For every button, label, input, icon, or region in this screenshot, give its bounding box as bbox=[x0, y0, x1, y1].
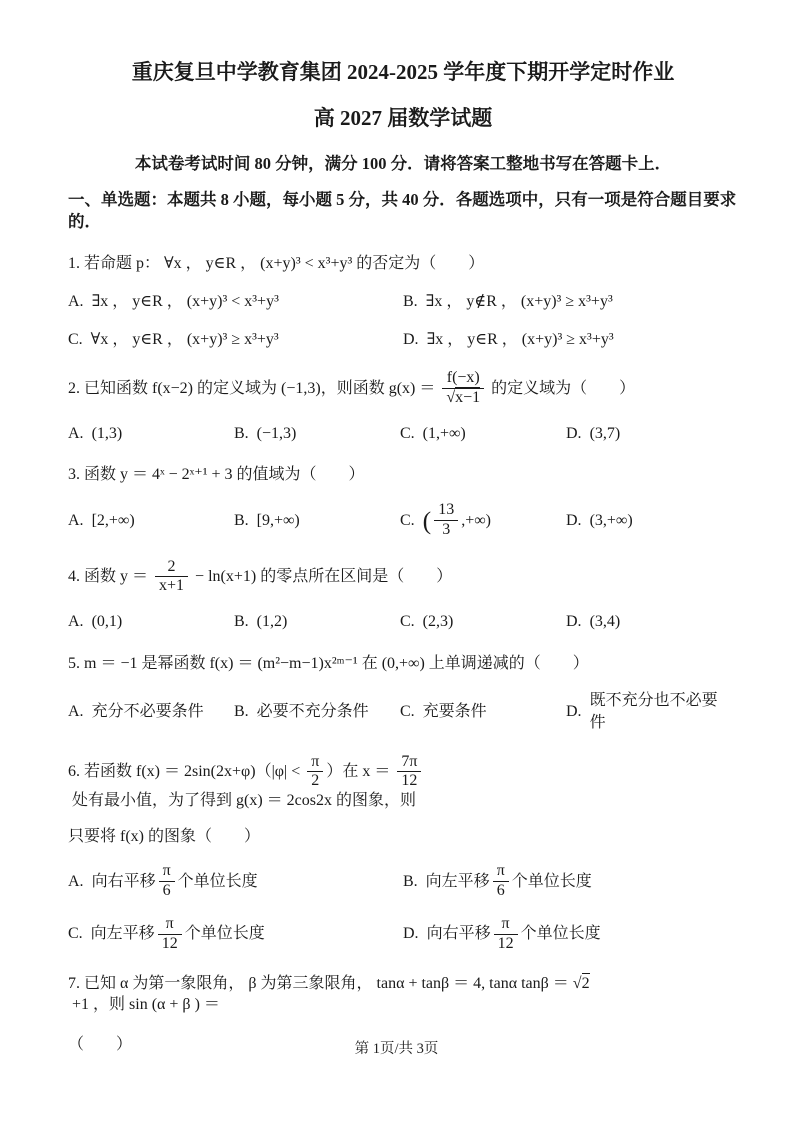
fraction-numerator: π bbox=[493, 863, 509, 882]
option-text: 向左平移 bbox=[90, 925, 155, 943]
question-6-stem-line2 bbox=[68, 826, 738, 848]
option-text: 充分不必要条件 bbox=[91, 703, 204, 721]
option-label: B. bbox=[234, 613, 249, 631]
fraction-numerator: π bbox=[159, 863, 175, 882]
question-1-stem: 1. 若命题 p： ∀x ， y∈R ， (x+y)³ < x³+y³ 的否定为（ ） bbox=[68, 255, 485, 273]
option-label: B. bbox=[234, 511, 249, 529]
option-text: (3,+∞) bbox=[589, 511, 633, 529]
fraction-denominator: 12 bbox=[401, 772, 418, 790]
fraction-denominator bbox=[442, 389, 484, 407]
option-label: C. bbox=[400, 424, 415, 442]
option-text: 向右平移 bbox=[426, 925, 491, 943]
option-text: [9,+∞) bbox=[256, 511, 300, 529]
question-6-option-c bbox=[68, 916, 403, 953]
question-5-option-c bbox=[400, 701, 566, 723]
option-text: [2,+∞) bbox=[91, 511, 135, 529]
option-text: ∃x ， y∈R ， (x+y)³ < x³+y³ bbox=[91, 293, 279, 311]
option-text: (−1,3) bbox=[256, 424, 297, 442]
option-label: A. bbox=[68, 511, 84, 529]
question-3-options bbox=[68, 502, 738, 539]
question-6-options-row-ab bbox=[68, 863, 738, 900]
fraction-denominator: 6 bbox=[162, 882, 171, 900]
question-3 bbox=[68, 464, 738, 538]
question-3-option-b bbox=[234, 510, 400, 532]
option-text: (1,2) bbox=[256, 613, 288, 631]
option-label: C. bbox=[400, 511, 415, 529]
stem-text: +1 ，则 sin (α + β ) ＝ bbox=[68, 996, 220, 1014]
question-2 bbox=[68, 370, 738, 444]
option-text: (0,1) bbox=[91, 613, 123, 631]
question-6-stem-line1 bbox=[68, 754, 738, 812]
page-title-line2: 高 2027 届数学试题 bbox=[313, 106, 493, 131]
option-label: D. bbox=[566, 703, 582, 721]
fraction-denominator: 3 bbox=[442, 520, 451, 538]
fraction-numerator: π bbox=[158, 916, 182, 935]
fraction bbox=[397, 754, 421, 791]
option-label: D. bbox=[566, 613, 582, 631]
open-paren: ( bbox=[422, 505, 432, 535]
question-4-stem bbox=[68, 559, 738, 596]
question-5 bbox=[68, 653, 738, 734]
fraction bbox=[155, 559, 188, 596]
fraction-denominator: 6 bbox=[496, 882, 505, 900]
question-4-option-c bbox=[400, 611, 566, 633]
option-label: B. bbox=[403, 872, 418, 890]
question-2-option-b bbox=[234, 423, 400, 445]
fraction-numerator: f(−x) bbox=[442, 370, 484, 389]
option-label: D. bbox=[566, 511, 582, 529]
question-4 bbox=[68, 559, 738, 633]
fraction-denominator: 2 bbox=[311, 772, 320, 790]
option-text: 充要条件 bbox=[422, 703, 487, 721]
option-text: (3,7) bbox=[589, 424, 621, 442]
option-label: B. bbox=[234, 424, 249, 442]
question-4-options bbox=[68, 611, 738, 633]
exam-instructions: 本试卷考试时间 80 分钟，满分 100 分．请将答案工整地书写在答题卡上． bbox=[134, 153, 672, 173]
page-number-footer: 第 1页/共 3页 bbox=[354, 1041, 439, 1058]
fraction bbox=[158, 916, 182, 953]
sqrt-radicand: x−1 bbox=[455, 389, 481, 407]
fraction bbox=[307, 754, 323, 791]
sqrt-radical: √2 bbox=[572, 974, 590, 992]
question-5-option-d bbox=[566, 690, 732, 733]
option-text: 个单位长度 bbox=[184, 925, 265, 943]
option-text: ∀x ， y∈R ， (x+y)³ ≥ x³+y³ bbox=[90, 330, 279, 348]
fraction bbox=[434, 502, 458, 539]
question-5-option-a bbox=[68, 701, 234, 723]
question-2-stem bbox=[68, 370, 738, 407]
option-label: C. bbox=[400, 613, 415, 631]
sqrt-radicand: 2 bbox=[581, 974, 590, 992]
fraction-numerator: 13 bbox=[434, 502, 458, 521]
question-1-option-d bbox=[403, 329, 738, 351]
option-label: B. bbox=[234, 703, 249, 721]
option-text: 既不充分也不必要件 bbox=[589, 692, 718, 732]
question-4-option-a bbox=[68, 611, 234, 633]
question-5-option-b bbox=[234, 701, 400, 723]
option-label: A. bbox=[68, 703, 84, 721]
page-title-line1: 重庆复旦中学教育集团 2024-2025 学年度下期开学定时作业 bbox=[131, 60, 675, 84]
question-1-options-row-cd bbox=[68, 329, 738, 351]
option-label: C. bbox=[68, 925, 83, 943]
option-text: ,+∞) bbox=[461, 511, 491, 529]
question-3-option-d bbox=[566, 510, 732, 532]
fraction bbox=[493, 863, 509, 900]
option-text: 个单位长度 bbox=[177, 872, 258, 890]
question-3-stem: 3. 函数 y ＝ 4ˣ − 2ˣ⁺¹ + 3 的值域为（ ） bbox=[68, 466, 365, 484]
question-2-option-c bbox=[400, 423, 566, 445]
question-1-option-a bbox=[68, 291, 403, 313]
sqrt-radical: √x−1 bbox=[446, 389, 481, 407]
stem-text: 7. 已知 α 为第一象限角， β 为第三象限角， tanα + tanβ ＝ 4, tanα tanβ ＝ bbox=[68, 974, 573, 992]
question-3-option-a bbox=[68, 510, 234, 532]
answer-blank: （ ） bbox=[68, 1035, 133, 1053]
option-label: D. bbox=[566, 424, 582, 442]
stem-text: ）在 x ＝ bbox=[326, 763, 395, 781]
option-label: D. bbox=[403, 330, 419, 348]
option-text: 向右平移 bbox=[91, 872, 156, 890]
stem-text: 6. 若函数 f(x) ＝ 2sin(2x+φ)（|φ| < bbox=[68, 763, 305, 781]
option-text: ∃x ， y∉R ， (x+y)³ ≥ x³+y³ bbox=[425, 293, 613, 311]
question-1 bbox=[68, 253, 738, 350]
option-label: A. bbox=[68, 872, 84, 890]
fraction-numerator: π bbox=[494, 916, 518, 935]
option-text: 必要不充分条件 bbox=[256, 703, 369, 721]
fraction-numerator: π bbox=[307, 754, 323, 773]
question-5-options bbox=[68, 690, 738, 733]
stem-text: 只要将 f(x) 的图象（ ） bbox=[68, 827, 260, 845]
option-label: A. bbox=[68, 424, 84, 442]
question-4-option-b bbox=[234, 611, 400, 633]
option-text: (1,+∞) bbox=[422, 424, 466, 442]
option-text: 个单位长度 bbox=[520, 925, 601, 943]
fraction-denominator: x+1 bbox=[159, 577, 185, 595]
fraction-denominator: 12 bbox=[497, 934, 514, 952]
option-label: D. bbox=[403, 925, 419, 943]
option-label: A. bbox=[68, 293, 84, 311]
question-1-option-b bbox=[403, 291, 738, 313]
fraction bbox=[159, 863, 175, 900]
question-5-stem: 5. m ＝ −1 是幂函数 f(x) ＝ (m²−m−1)x²ᵐ⁻¹ 在 (0,+∞) 上单调递减的（ ） bbox=[68, 654, 589, 672]
question-1-options-row-ab bbox=[68, 291, 738, 313]
question-6-option-b bbox=[403, 863, 738, 900]
question-2-option-a bbox=[68, 423, 234, 445]
fraction bbox=[442, 370, 484, 407]
option-text: 个单位长度 bbox=[511, 872, 592, 890]
option-text: (1,3) bbox=[91, 424, 123, 442]
question-2-option-d bbox=[566, 423, 732, 445]
question-3-option-c bbox=[400, 502, 566, 539]
question-6-option-d bbox=[403, 916, 738, 953]
stem-text: 4. 函数 y ＝ bbox=[68, 568, 153, 586]
question-1-option-c bbox=[68, 329, 403, 351]
fraction bbox=[494, 916, 518, 953]
question-2-options bbox=[68, 423, 738, 445]
option-text: (2,3) bbox=[422, 613, 454, 631]
fraction-numerator: 2 bbox=[155, 559, 188, 578]
option-label: A. bbox=[68, 613, 84, 631]
option-text: ∃x ， y∈R ， (x+y)³ ≥ x³+y³ bbox=[426, 330, 614, 348]
option-label: B. bbox=[403, 293, 418, 311]
question-6-option-a bbox=[68, 863, 403, 900]
question-6 bbox=[68, 754, 738, 953]
stem-text: − ln(x+1) 的零点所在区间是（ ） bbox=[191, 568, 453, 586]
option-label: C. bbox=[68, 330, 83, 348]
section1-heading: 一、单选题：本题共 8 小题，每小题 5 分，共 40 分．各题选项中，只有一项是符合题目要求的． bbox=[68, 189, 737, 232]
stem-text: 2. 已知函数 f(x−2) 的定义域为 (−1,3)，则函数 g(x) ＝ bbox=[68, 379, 440, 397]
option-text: 向左平移 bbox=[425, 872, 490, 890]
stem-text: 的定义域为（ ） bbox=[487, 379, 636, 397]
question-6-options-row-cd bbox=[68, 916, 738, 953]
question-4-option-d bbox=[566, 611, 732, 633]
stem-text: 处有最小值，为了得到 g(x) ＝ 2cos2x 的图象，则 bbox=[68, 792, 416, 810]
option-text: (3,4) bbox=[589, 613, 621, 631]
option-label: C. bbox=[400, 703, 415, 721]
question-7-stem-line1 bbox=[68, 973, 738, 1016]
fraction-numerator: 7π bbox=[397, 754, 421, 773]
fraction-denominator: 12 bbox=[161, 934, 178, 952]
